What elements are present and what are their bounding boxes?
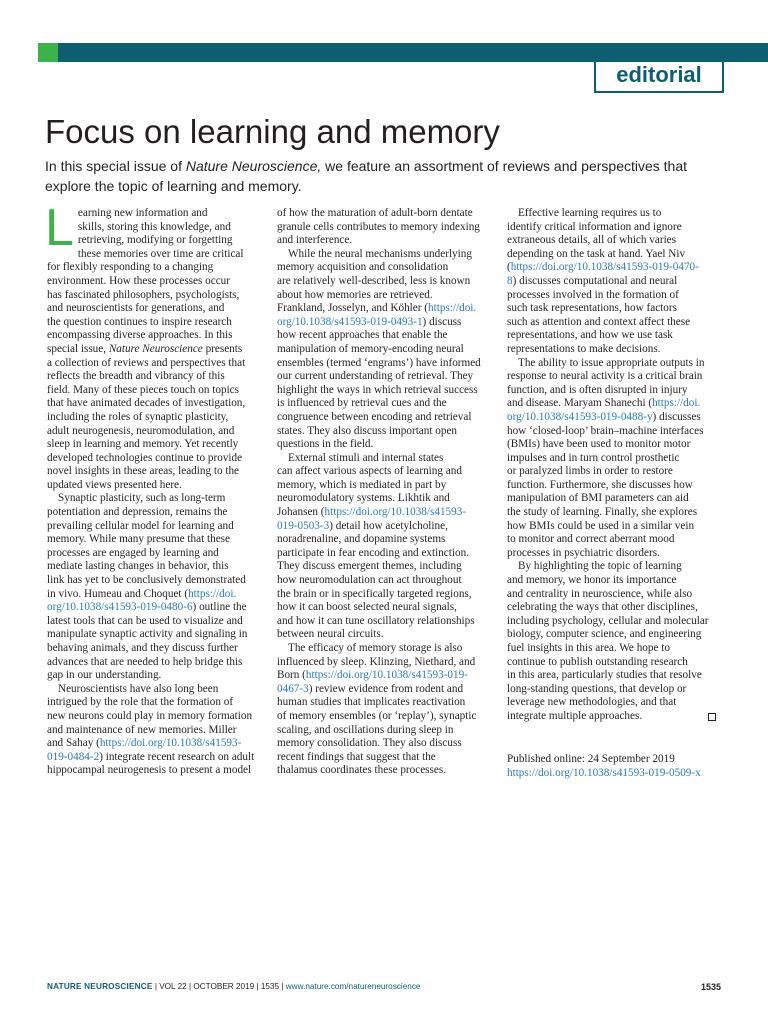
paragraph-text: ) integrate recent research on adult hippocampal neurogenesis to present a model <box>47 750 255 777</box>
standfirst-journal: Nature Neuroscience, <box>185 158 322 174</box>
paragraph <box>47 492 260 682</box>
paragraph-text: Synaptic plasticity, such as long-term potentiation and depression, remains the prevailing cellular model for learning and memory. While many presume that these processes are engaged by learning and mediate lasting changes in behavior, this link has yet to be conclusively demonstrated in vivo. Humeau and Choquet ( <box>47 492 246 600</box>
header-accent-block <box>38 43 58 62</box>
paragraph-text: External stimuli and internal states can affect various aspects of learning and memory, which is mediated in part by neuromodulatory systems. Likhtik and Johansen ( <box>277 451 462 519</box>
paragraph-text: ) discusses how ‘closed-loop’ brain–machine interfaces (BMIs) have been used to monitor motor impulses and in turn control prosthetic or paralyzed limbs in order to restore function. Furthermore, she discusses how manipulation of BMI parameters can aid the study of learning. Finally, she explores how BMIs could be used in a similar vein to monitor and correct aberrant mood processes in psychiatric disorders. <box>507 410 704 559</box>
published-date: Published online: 24 September 2019 <box>507 753 675 765</box>
paragraph: of how the maturation of adult-born dentate granule cells contributes to memory indexing and interference. <box>277 207 480 247</box>
journal-name: Nature Neuroscience <box>108 342 203 355</box>
article-title: Focus on learning and memory <box>45 113 500 150</box>
standfirst-post: we feature an assortment of reviews and perspectives that explore the topic of learning and memory. <box>45 158 688 194</box>
end-of-article-icon <box>708 713 716 721</box>
paragraph-text: ) discusses computational and neural processes involved in the formation of such task representations, how factors such as attention and context affect these representations, and how we use task representations to make decisions. <box>507 274 691 355</box>
doi-link[interactable]: https://doi.org/10.1038/s41593-019- 0467-3 <box>277 669 468 695</box>
page-footer <box>47 980 721 994</box>
article-standfirst <box>45 156 725 196</box>
paragraph-text: ) detail how acetylcholine, noradrenaline, and dopamine systems participate in fear encoding and extinction. They discuss emergent themes, including how neuromodulation can act throughout the brain or in specifically targeted regions, how it can boost selected neural signals, and how it can tune oscillatory relationships between neural circuits. <box>277 519 475 641</box>
body-column-2 <box>277 207 490 778</box>
paragraph: By highlighting the topic of learning and memory, we honor its importance and centrality in neuroscience, while also celebrating the ways that other disciplines, including psychology, cellular and molecular biology, computer science, and engineering fuel insights in this area. We hope to continue to publish outstanding research in this area, particularly studies that resolve long-standing questions, that develop or leverage new methodologies, and that integrate multiple approaches. <box>507 560 709 722</box>
doi-link[interactable]: https://doi.org/10.1038/s41593-019-0470- 8 <box>507 261 699 287</box>
paragraph-text: ) outline the latest tools that can be used to visualize and manipulate synaptic activity and signaling in behaving animals, and they discuss further advances that are needed to help bridge this gap in our understanding. <box>47 601 248 682</box>
paragraph <box>45 199 260 492</box>
publication-info <box>507 752 727 780</box>
paragraph-text: ) review evidence from rodent and human studies that implicates reactivation of memory ensembles (or ‘replay’), synaptic scaling, and oscillations during sleep in memory consolidation. They also discuss recent findings that suggest that the thalamus coordinates these processes. <box>277 682 477 777</box>
paragraph-text: Neuroscientists have also long been intrigued by the role that the formation of new neurons could play in memory formation and maintenance of new memories. Miller and Sahay ( <box>47 682 253 750</box>
paragraph-text: Effective learning requires us to identify critical information and ignore extraneous details, all of which varies depending on the task at hand. Yael Niv ( <box>507 207 686 274</box>
drop-cap: L <box>45 199 74 257</box>
article-doi-link[interactable]: https://doi.org/10.1038/s41593-019-0509-x <box>507 767 701 779</box>
paragraph <box>507 357 720 561</box>
body-column-3 <box>507 207 720 724</box>
paragraph-text: The ability to issue appropriate outputs in response to neural activity is a critical brain function, and is often disrupted in injury and disease. Maryam Shanechi ( <box>507 356 705 410</box>
doi-link[interactable]: https://doi. org/10.1038/s41593-019-0488-y <box>507 397 701 423</box>
standfirst-pre: In this special issue of <box>45 158 186 174</box>
paragraph <box>507 207 720 357</box>
paragraph <box>277 452 490 642</box>
paragraph-text: presents a collection of reviews and perspectives that reflects the breadth and vibrancy of this field. Many of these pieces touch on topics that have animated decades of investigation, including the roles of synaptic plasticity, adult neurogenesis, neuromodulation, and sleep in learning and memory. Yet recently developed technologies continue to provide novel insights in these areas, leading to the updated views presented here. <box>47 342 246 491</box>
body-column-1 <box>45 199 260 778</box>
page-number: 1535 <box>700 982 721 992</box>
footer-issue: | VOL 22 | OCTOBER 2019 | 1535 | <box>152 982 286 991</box>
doi-link[interactable]: https://doi. org/10.1038/s41593-019-0480-6 <box>47 587 237 614</box>
footer-journal-name: NATURE NEUROSCIENCE <box>47 982 153 991</box>
footer-journal-url[interactable]: www.nature.com/natureneuroscience <box>285 982 421 991</box>
section-label: editorial <box>616 62 702 87</box>
paragraph-text: While the neural mechanisms underlying memory acquisition and consolidation are relatively well-described, less is known about how memories are retrieved. Frankland, Josselyn, and Köhler ( <box>277 247 472 315</box>
paragraph-text: earning new information and skills, storing this knowledge, and retrieving, modifying or forgetting these memories over time are critical for flexibly responding to a changing environment. How these processes occur has fascinated philosophers, psychologists, and neuroscientists for generations, and the question continues to inspire research encompassing diverse approaches. In this special issue, <box>47 207 244 355</box>
doi-link[interactable]: https://doi.org/10.1038/s41593- 019-0484-2 <box>47 737 242 763</box>
doi-link[interactable]: https://doi. org/10.1038/s41593-019-0493-1 <box>277 302 477 328</box>
paragraph <box>277 248 490 452</box>
paragraph <box>277 642 490 778</box>
doi-link[interactable]: https://doi.org/10.1038/s41593- 019-0503-3 <box>277 506 467 532</box>
paragraph <box>47 683 260 778</box>
section-label-box <box>594 60 724 93</box>
footer-citation <box>47 980 420 994</box>
paragraph-text: The efficacy of memory storage is also influenced by sleep. Klinzing, Niethard, and Born ( <box>277 642 476 682</box>
paragraph-text: ) discuss how recent approaches that enable the manipulation of memory-encoding neural ensembles (termed ‘engrams’) have informed our current understanding of retrieval. They highlight the ways in which retrieval success is influenced by retrieval cues and the congruence between encoding and retrieval states. They also discuss important open questions in the field. <box>277 315 481 451</box>
